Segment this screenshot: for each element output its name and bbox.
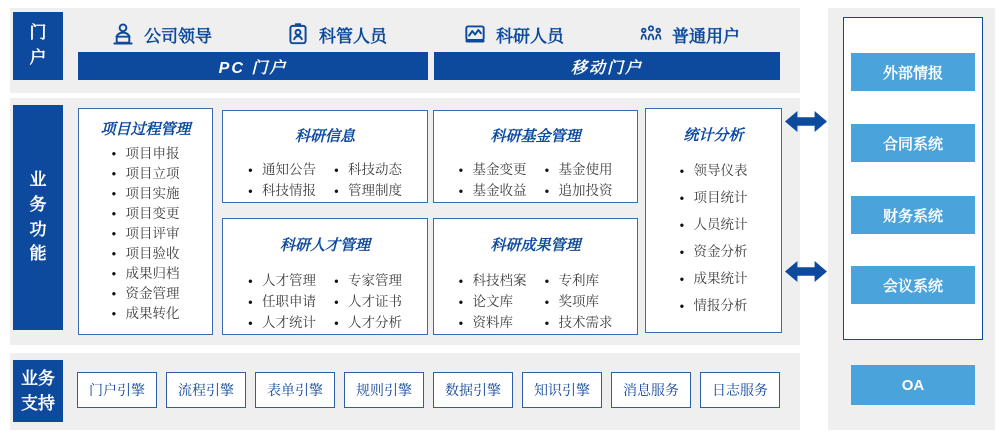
engine-workflow: 流程引擎 [166, 372, 246, 408]
list-item: ● 项目变更 [112, 204, 180, 224]
list-item: ● 追加投资 [545, 180, 613, 201]
system-oa: OA [851, 365, 975, 405]
engine-rule: 规则引擎 [344, 372, 424, 408]
box-title: 科研成果管理 [490, 237, 581, 254]
system-contract: 合同系统 [851, 124, 975, 162]
bullet-columns [223, 159, 427, 201]
list-item: ● 奖项库 [545, 291, 613, 312]
bullet-list [545, 270, 613, 333]
mobile-portal-bar [434, 52, 780, 80]
list-item: ● 专家管理 [334, 270, 402, 291]
business-function-section [10, 98, 800, 345]
box-research-talent-management [222, 218, 428, 335]
bullet-list [459, 270, 527, 333]
list-item: ● 管理制度 [334, 180, 402, 201]
bullet-list [248, 159, 316, 201]
user-role-sci-admin [285, 19, 387, 49]
portal-section [10, 8, 800, 93]
list-item: ● 项目实施 [112, 184, 180, 204]
support-side-label-text: 业务支持 [21, 368, 55, 413]
bullet-columns [223, 270, 427, 333]
list-item: ● 成果统计 [680, 265, 748, 292]
engine-data: 数据引擎 [433, 372, 513, 408]
bullet-list [334, 270, 402, 333]
bullet-list [112, 144, 180, 324]
list-item: ● 论文库 [459, 291, 527, 312]
external-systems-section [828, 8, 995, 430]
service-log: 日志服务 [700, 372, 780, 408]
user-role-researcher [462, 19, 564, 49]
list-item: ● 基金收益 [459, 180, 527, 201]
box-statistics-analysis [645, 108, 782, 333]
bullet-list [545, 159, 613, 201]
user-role-ordinary-user [638, 19, 740, 49]
bullet-list [334, 159, 402, 201]
list-item: ● 专利库 [545, 270, 613, 291]
list-item: ● 人才分析 [334, 312, 402, 333]
box-project-process-management [78, 108, 213, 335]
leader-icon [110, 21, 136, 47]
list-item: ● 项目统计 [680, 184, 748, 211]
user-role-label: 科研人员 [496, 26, 564, 46]
bullet-list [680, 157, 748, 319]
box-research-fund-management [433, 110, 638, 203]
system-finance: 财务系统 [851, 196, 975, 234]
box-title: 科研人才管理 [279, 237, 370, 254]
list-item: ● 人才统计 [248, 312, 316, 333]
box-research-achievement-management [433, 218, 638, 335]
business-support-section [10, 353, 800, 430]
bidirectional-arrow-icon [785, 108, 827, 135]
box-title: 项目过程管理 [100, 121, 191, 138]
engine-portal: 门户引擎 [77, 372, 157, 408]
user-role-label: 科管人员 [319, 26, 387, 46]
user-role-company-leader [110, 19, 212, 49]
list-item: ● 项目立项 [112, 164, 180, 184]
box-title: 科研信息 [294, 128, 355, 145]
portal-side-label [13, 12, 63, 80]
engine-knowledge: 知识引擎 [522, 372, 602, 408]
list-item: ● 成果转化 [112, 304, 180, 324]
mobile-portal-bar-label: 移动门户 [570, 59, 643, 77]
pc-portal-bar [78, 52, 428, 80]
list-item: ● 任职申请 [248, 291, 316, 312]
list-item: ● 科技动态 [334, 159, 402, 180]
bullet-columns [434, 270, 637, 333]
list-item: ● 科技档案 [459, 270, 527, 291]
list-item: ● 人才管理 [248, 270, 316, 291]
list-item: ● 资金管理 [112, 284, 180, 304]
external-systems-box [843, 17, 983, 340]
list-item: ● 通知公告 [248, 159, 316, 180]
list-item: ● 资料库 [459, 312, 527, 333]
list-item: ● 基金使用 [545, 159, 613, 180]
bullet-columns [434, 159, 637, 201]
list-item: ● 科技情报 [248, 180, 316, 201]
list-item: ● 人员统计 [680, 211, 748, 238]
business-side-label [13, 105, 63, 330]
users-group-icon [638, 21, 664, 47]
list-item: ● 项目验收 [112, 244, 180, 264]
service-message: 消息服务 [611, 372, 691, 408]
list-item: ● 项目评审 [112, 224, 180, 244]
list-item: ● 资金分析 [680, 238, 748, 265]
pc-portal-bar-label: PC 门户 [218, 59, 288, 77]
list-item: ● 基金变更 [459, 159, 527, 180]
list-item: ● 成果归档 [112, 264, 180, 284]
id-badge-icon [285, 21, 311, 47]
monitor-chart-icon [462, 21, 488, 47]
bidirectional-arrow-icon [785, 258, 827, 285]
box-title: 科研基金管理 [490, 128, 581, 145]
system-external-intel: 外部情报 [851, 53, 975, 91]
support-side-label [13, 360, 63, 422]
business-side-label-text: 业务功能 [29, 170, 47, 264]
list-item: ● 领导仪表 [680, 157, 748, 184]
portal-side-label-text: 门户 [29, 23, 47, 67]
bullet-list [248, 270, 316, 333]
user-role-label: 普通用户 [672, 26, 740, 46]
box-research-information [222, 110, 428, 203]
list-item: ● 情报分析 [680, 292, 748, 319]
bullet-list [459, 159, 527, 201]
list-item: ● 人才证书 [334, 291, 402, 312]
engine-row [77, 372, 780, 408]
system-meeting: 会议系统 [851, 266, 975, 304]
list-item: ● 技术需求 [545, 312, 613, 333]
box-title: 统计分析 [683, 127, 744, 144]
engine-form: 表单引擎 [255, 372, 335, 408]
list-item: ● 项目申报 [112, 144, 180, 164]
user-role-label: 公司领导 [144, 26, 212, 46]
